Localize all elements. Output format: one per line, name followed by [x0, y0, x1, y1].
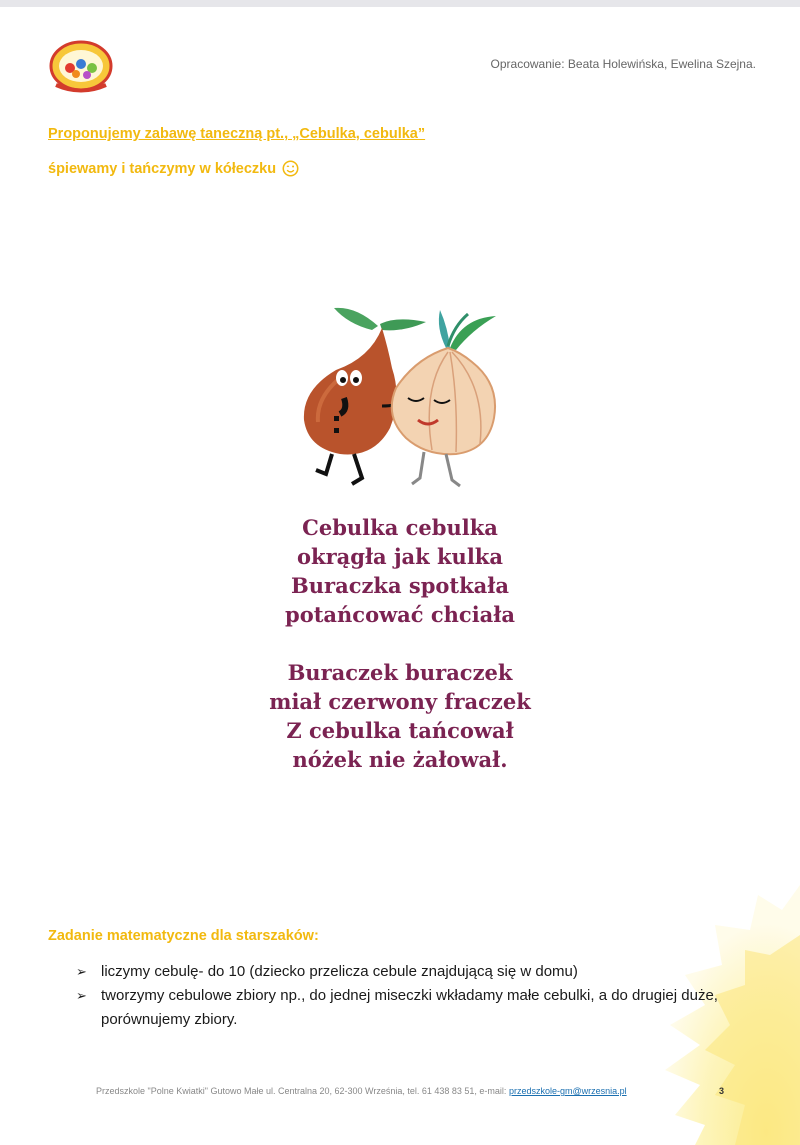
poem-line: Buraczek buraczek — [287, 660, 513, 685]
poem-line: Buraczka spotkała — [291, 573, 509, 598]
page-number: 3 — [719, 1086, 725, 1096]
list-item — [76, 984, 736, 1032]
poem-line: Cebulka cebulka — [302, 515, 498, 540]
footer-email-link[interactable]: przedszkole-gm@wrzesnia.pl — [508, 1086, 627, 1096]
subheading-text: śpiewamy i tańczymy w kółeczku — [48, 160, 277, 177]
poem-line: Z cebulka tańcował — [286, 718, 514, 743]
arrow-bullet-icon: ➢ — [76, 988, 87, 1003]
list-item — [76, 960, 736, 984]
list-item-text: tworzymy cebulowe zbiory np., do jednej miseczki wkładamy małe cebulki, a do drugiej duże, porównujemy zbiory. — [101, 987, 718, 1028]
smiley-wink-icon — [282, 160, 299, 177]
dance-game-heading: Proponujemy zabawę taneczną pt., „Cebulka, cebulka” — [48, 126, 426, 142]
poem-stanza-1 — [0, 513, 800, 629]
list-item-text: liczymy cebulę- do 10 (dziecko przelicza cebule znajdującą się w domu) — [101, 963, 578, 980]
footer-address — [96, 1086, 627, 1096]
math-task-list — [76, 960, 736, 1032]
poem-line: potańcować chciała — [285, 602, 515, 627]
poem-stanza-2 — [0, 658, 800, 774]
poem — [0, 513, 800, 803]
math-task-heading: Zadanie matematyczne dla starszaków: — [48, 928, 319, 944]
sing-dance-subheading — [48, 160, 299, 177]
onion-and-beet-dancing-icon — [296, 298, 510, 494]
preschool-logo-icon — [48, 38, 114, 94]
author-note: Opracowanie: Beata Holewińska, Ewelina Szejna. — [490, 57, 756, 71]
top-bar — [0, 0, 800, 7]
footer-text: Przedszkole "Polne Kwiatki" Gutowo Małe ul. Centralna 20, 62-300 Września, tel. 61 438 83 51, e-mail: — [96, 1086, 509, 1096]
poem-line: miał czerwony fraczek — [269, 689, 531, 714]
poem-line: okrągła jak kulka — [297, 544, 503, 569]
poem-line: nóżek nie żałował. — [292, 747, 508, 772]
arrow-bullet-icon: ➢ — [76, 964, 87, 979]
